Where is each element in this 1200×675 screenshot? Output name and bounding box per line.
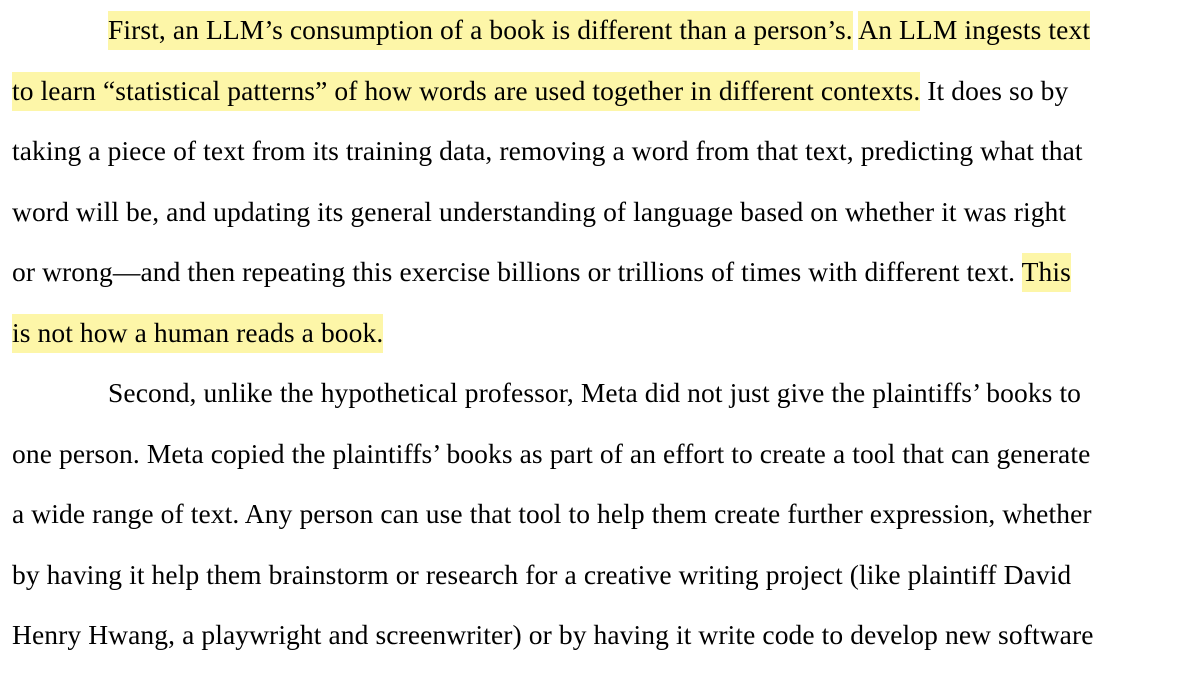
line-1	[12, 0, 1200, 61]
paragraph-indent	[12, 363, 108, 424]
line-9	[12, 484, 1200, 545]
plain-text: or wrong—and then repeating this exercise billions or trillions of times with different text.	[12, 256, 1022, 287]
paragraph-second	[12, 363, 1200, 666]
plain-text: It does so by	[920, 74, 1069, 106]
plain-text: by having it help them brainstorm or research for a creative writing project (like plaintiff David	[12, 558, 1072, 590]
highlighted-text: to learn “statistical patterns” of how words are used together in different contexts.	[12, 72, 920, 111]
line-11	[12, 605, 1200, 666]
plain-text: word will be, and updating its general understanding of language based on whether it was right	[12, 195, 1067, 227]
plain-text: Second, unlike the hypothetical professor, Meta did not just give the plaintiffs’ books to	[108, 377, 1082, 408]
highlighted-text: This	[1022, 253, 1071, 292]
line-4	[12, 182, 1200, 243]
line-10	[12, 545, 1200, 606]
line-3	[12, 121, 1200, 182]
paragraph-first	[12, 0, 1200, 363]
line-5	[12, 242, 1200, 303]
highlighted-text: An LLM ingests text	[858, 11, 1090, 50]
line-7	[12, 363, 1200, 424]
line-8	[12, 424, 1200, 485]
plain-text: Henry Hwang, a playwright and screenwriter) or by having it write code to develop new software	[12, 619, 1094, 650]
highlighted-text: is not how a human reads a book.	[12, 314, 383, 353]
highlighted-text: First, an LLM’s consumption of a book is different than a person’s.	[108, 11, 853, 50]
plain-text: a wide range of text. Any person can use that tool to help them create further expression, whether	[12, 498, 1092, 529]
line-2	[12, 61, 1200, 122]
plain-text: one person. Meta copied the plaintiffs’ books as part of an effort to create a tool that can generate	[12, 437, 1091, 469]
document-text-body	[12, 0, 1200, 666]
line-6	[12, 303, 1200, 364]
plain-text: taking a piece of text from its training data, removing a word from that text, predicting what that	[12, 135, 1083, 166]
paragraph-indent	[12, 0, 108, 61]
